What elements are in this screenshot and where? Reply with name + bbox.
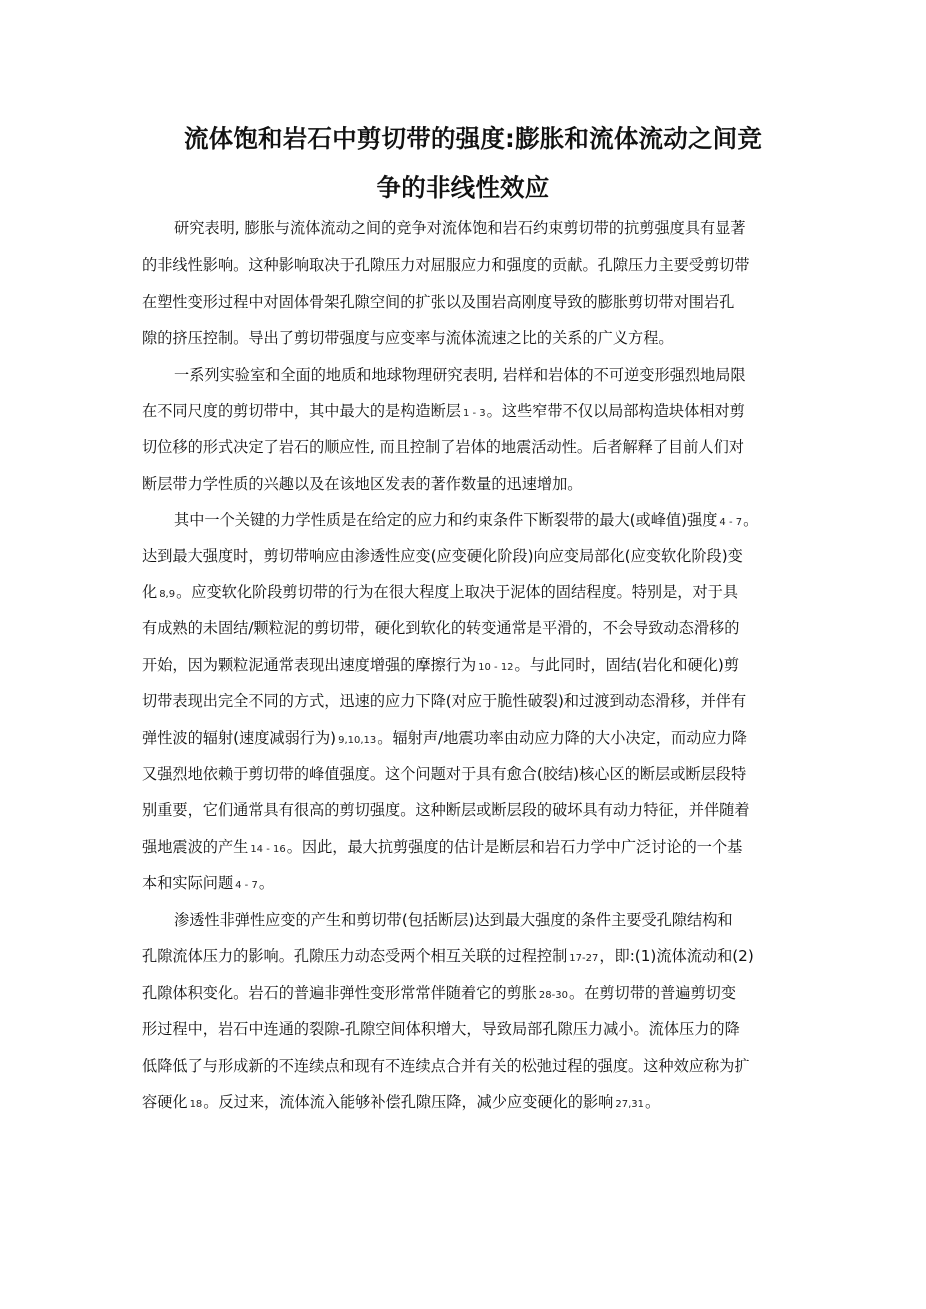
citation: 10 - 12 xyxy=(478,662,514,673)
body-line: 别重要，它们通常具有很高的剪切强度。这种断层或断层段的破坏具有动力特征，并伴随着 xyxy=(142,801,750,819)
body-line: 低降低了与形成新的不连续点和现有不连续点合并有关的松弛过程的强度。这种效应称为扩 xyxy=(142,1057,750,1075)
citation: 18 xyxy=(189,1099,203,1110)
citation: 14 - 16 xyxy=(250,844,286,855)
citation: 28-30 xyxy=(538,990,568,1001)
body-line: 容硬化 18。反过来，流体流入能够补偿孔隙压降，减少应变硬化的影响 27,31。 xyxy=(142,1093,661,1111)
body-line: 化 8,9。应变软化阶段剪切带的行为在很大程度上取决于泥体的固结程度。特别是，对于具 xyxy=(142,583,739,601)
citation: 9,10,13 xyxy=(338,735,377,746)
citation: 1 - 3 xyxy=(462,408,486,419)
citation: 4 - 7 xyxy=(719,517,743,528)
body-line: 的非线性影响。这种影响取决于孔隙压力对屈服应力和强度的贡献。孔隙压力主要受剪切带 xyxy=(142,256,750,274)
title-line-1: 流体饱和岩石中剪切带的强度:膨胀和流体流动之间竞 xyxy=(183,124,763,153)
body-line: 形过程中，岩石中连通的裂隙-孔隙空间体积增大，导致局部孔隙压力减小。流体压力的降 xyxy=(142,1020,740,1038)
citation: 27,31 xyxy=(615,1099,644,1110)
body-line: 达到最大强度时，剪切带响应由渗透性应变(应变硬化阶段)向应变局部化(应变软化阶段)变 xyxy=(142,547,743,565)
body-line: 断层带力学性质的兴趣以及在该地区发表的著作数量的迅速增加。 xyxy=(142,475,583,493)
body-line: 孔隙体积变化。岩石的普遍非弹性变形常常伴随着它的剪胀 28-30。在剪切带的普遍剪切变 xyxy=(142,984,736,1002)
body-line: 渗透性非弹性应变的产生和剪切带(包括断层)达到最大强度的条件主要受孔隙结构和 xyxy=(174,911,733,929)
body-line: 隙的挤压控制。导出了剪切带强度与应变率与流体流速之比的关系的广义方程。 xyxy=(142,329,674,347)
body-line: 在塑性变形过程中对固体骨架孔隙空间的扩张以及围岩高刚度导致的膨胀剪切带对围岩孔 xyxy=(142,293,735,311)
body-line: 本和实际问题 4 - 7。 xyxy=(142,874,275,892)
body-line: 研究表明, 膨胀与流体流动之间的竞争对流体饱和岩石约束剪切带的抗剪强度具有显著 xyxy=(174,219,746,237)
body-line: 其中一个关键的力学性质是在给定的应力和约束条件下断裂带的最大(或峰值)强度 4 - 7。 xyxy=(174,511,759,529)
body-line: 弹性波的辐射(速度减弱行为) 9,10,13。辐射声/地震功率由动应力降的大小决定，而动应力降 xyxy=(142,729,747,747)
body-line: 又强烈地依赖于剪切带的峰值强度。这个问题对于具有愈合(胶结)核心区的断层或断层段特 xyxy=(142,765,747,783)
citation: 4 - 7 xyxy=(235,880,258,891)
body-line: 开始，因为颗粒泥通常表现出速度增强的摩擦行为 10 - 12。与此同时，固结(岩化和硬化)剪 xyxy=(142,656,740,674)
body-line: 孔隙流体压力的影响。孔隙压力动态受两个相互关联的过程控制 17-27，即:(1)流体流动和(2) xyxy=(142,947,754,965)
body-line: 一系列实验室和全面的地质和地球物理研究表明, 岩样和岩体的不可逆变形强烈地局限 xyxy=(174,366,746,384)
body-line: 强地震波的产生 14 - 16。因此，最大抗剪强度的估计是断层和岩石力学中广泛讨论的一个基 xyxy=(142,838,743,856)
citation: 8,9 xyxy=(159,589,176,600)
body-line: 切带表现出完全不同的方式，迅速的应力下降(对应于脆性破裂)和过渡到动态滑移，并伴有 xyxy=(142,692,747,710)
body-line: 切位移的形式决定了岩石的顺应性, 而且控制了岩体的地震活动性。后者解释了目前人们对 xyxy=(142,438,744,456)
citation: 17-27 xyxy=(569,953,599,964)
body-line: 有成熟的未固结/颗粒泥的剪切带，硬化到软化的转变通常是平滑的，不会导致动态滑移的 xyxy=(142,619,740,637)
body-line: 在不同尺度的剪切带中，其中最大的是构造断层 1 - 3。这些窄带不仅以局部构造块体相对剪 xyxy=(142,402,745,420)
title-line-2: 争的非线性效应 xyxy=(376,173,550,202)
